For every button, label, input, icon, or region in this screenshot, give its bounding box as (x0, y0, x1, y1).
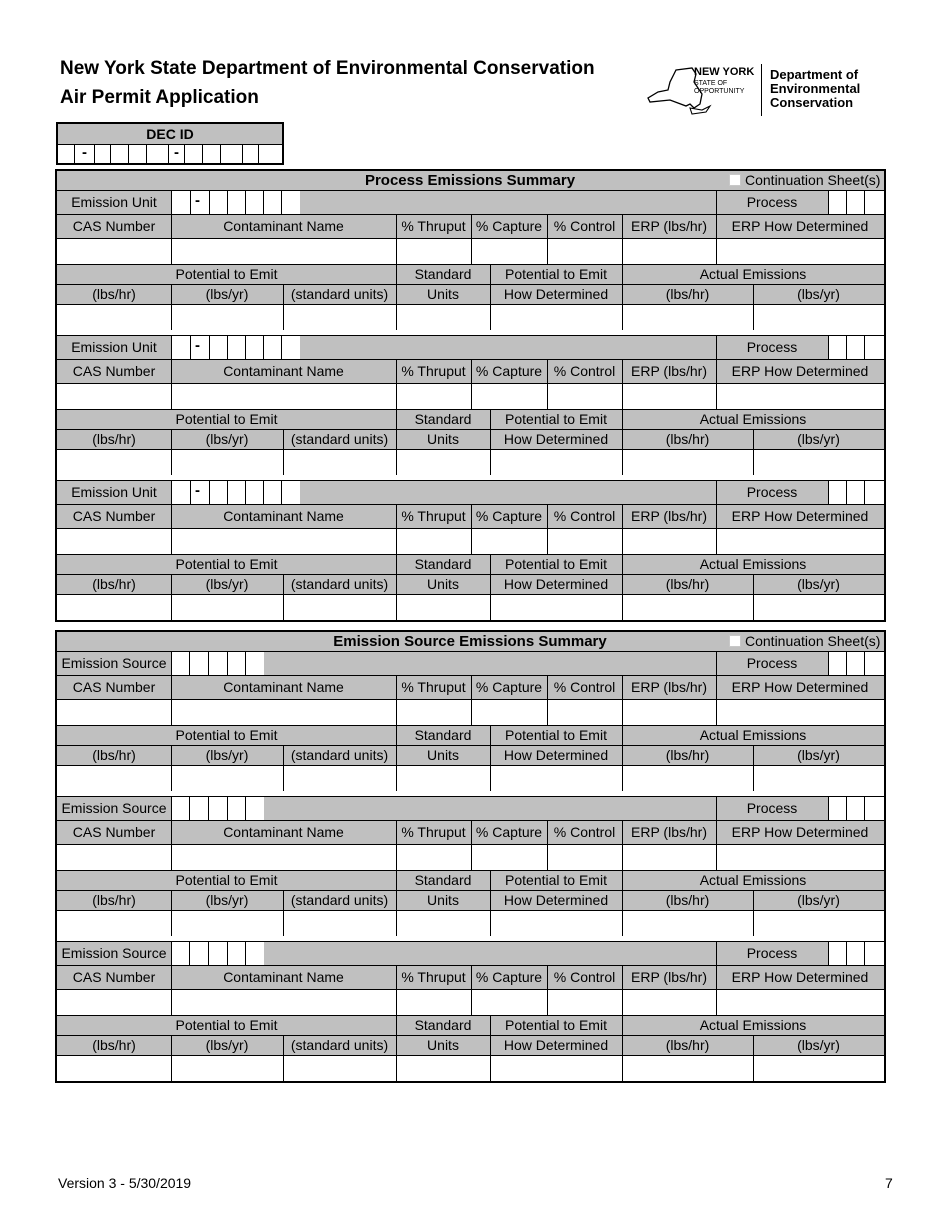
process-char-input[interactable] (846, 190, 864, 214)
pct-capture-input[interactable] (471, 989, 547, 1015)
process-label: Process (716, 190, 828, 214)
potential-to-emit-header: Potential to Emit (57, 870, 396, 890)
pct-thruput-header: % Thruput (396, 675, 471, 699)
cas-number-input[interactable] (57, 844, 171, 870)
erp-lbs-hr-header: ERP (lbs/hr) (622, 675, 716, 699)
emission-unit-char-input[interactable] (209, 190, 227, 214)
actual-lbs-hr-header: (lbs/hr) (622, 284, 753, 304)
actual-lbs-hr-header: (lbs/hr) (622, 890, 753, 910)
emission-unit-label: Emission Unit (57, 190, 171, 214)
pct-capture-input[interactable] (471, 844, 547, 870)
emission-source-char-input[interactable] (208, 651, 227, 675)
emission-source-label: Emission Source (57, 941, 171, 965)
actual-lbs-hr-input[interactable] (622, 594, 753, 620)
process-char-input[interactable] (846, 796, 864, 820)
erp-how-determined-input[interactable] (716, 238, 884, 264)
erp-how-determined-header: ERP How Determined (716, 820, 884, 844)
process-char-input[interactable] (828, 941, 846, 965)
process-char-input[interactable] (864, 651, 884, 675)
pte-how-header-line2: How Determined (490, 284, 622, 304)
emission-unit-label: Emission Unit (57, 335, 171, 359)
dec-id-separator: - (82, 144, 87, 161)
contaminant-name-input[interactable] (171, 238, 396, 264)
actual-emissions-header: Actual Emissions (622, 554, 884, 574)
pte-lbs-yr-header: (lbs/yr) (171, 890, 283, 910)
pte-standard-units-input[interactable] (283, 449, 396, 475)
erp-lbs-hr-input[interactable] (622, 528, 716, 554)
actual-lbs-yr-header: (lbs/yr) (753, 890, 884, 910)
erp-lbs-hr-input[interactable] (622, 383, 716, 409)
emission-source-char-input[interactable] (227, 796, 245, 820)
emission-unit-char-input[interactable] (227, 480, 245, 504)
erp-lbs-hr-header: ERP (lbs/hr) (622, 214, 716, 238)
emission-unit-separator: - (195, 482, 200, 499)
process-label: Process (716, 335, 828, 359)
emission-unit-char-input[interactable] (245, 190, 263, 214)
actual-lbs-yr-input[interactable] (753, 765, 884, 791)
actual-lbs-hr-header: (lbs/hr) (622, 745, 753, 765)
erp-lbs-hr-input[interactable] (622, 699, 716, 725)
emission-source-fill (264, 796, 716, 820)
erp-how-determined-header: ERP How Determined (716, 504, 884, 528)
erp-lbs-hr-header: ERP (lbs/hr) (622, 359, 716, 383)
cas-number-header: CAS Number (57, 820, 171, 844)
process-char-input[interactable] (828, 480, 846, 504)
standard-units-input[interactable] (396, 304, 490, 330)
pte-standard-units-input[interactable] (283, 1055, 396, 1081)
pte-lbs-yr-input[interactable] (171, 594, 283, 620)
potential-to-emit-header: Potential to Emit (57, 264, 396, 284)
pte-how-determined-input[interactable] (490, 1055, 622, 1081)
emission-source-char-input[interactable] (171, 796, 189, 820)
pct-control-header: % Control (547, 820, 622, 844)
emission-source-char-input[interactable] (245, 796, 264, 820)
pct-thruput-header: % Thruput (396, 504, 471, 528)
emission-unit-separator: - (195, 337, 200, 354)
emission-unit-char-input[interactable] (209, 335, 227, 359)
actual-lbs-yr-header: (lbs/yr) (753, 1035, 884, 1055)
dec-id-label: DEC ID (58, 124, 282, 144)
erp-lbs-hr-header: ERP (lbs/hr) (622, 504, 716, 528)
pte-how-header-line1: Potential to Emit (490, 554, 622, 574)
pct-control-input[interactable] (547, 699, 622, 725)
pte-how-header-line1: Potential to Emit (490, 870, 622, 890)
actual-lbs-yr-input[interactable] (753, 1055, 884, 1081)
pte-lbs-yr-header: (lbs/yr) (171, 429, 283, 449)
emission-unit-char-input[interactable] (227, 190, 245, 214)
pct-control-input[interactable] (547, 238, 622, 264)
process-label: Process (716, 796, 828, 820)
emission-unit-fill (300, 190, 716, 214)
pct-capture-header: % Capture (471, 214, 547, 238)
emission-source-char-input[interactable] (245, 651, 264, 675)
standard-units-input[interactable] (396, 449, 490, 475)
cas-number-input[interactable] (57, 989, 171, 1015)
pct-control-header: % Control (547, 359, 622, 383)
pte-standard-units-input[interactable] (283, 765, 396, 791)
erp-how-determined-input[interactable] (716, 844, 884, 870)
pct-thruput-input[interactable] (396, 699, 471, 725)
process-char-input[interactable] (846, 335, 864, 359)
emission-source-char-input[interactable] (189, 941, 208, 965)
pct-thruput-input[interactable] (396, 528, 471, 554)
pte-lbs-hr-header: (lbs/hr) (57, 1035, 171, 1055)
process-label: Process (716, 941, 828, 965)
contaminant-name-header: Contaminant Name (171, 504, 396, 528)
pte-standard-units-header: (standard units) (283, 574, 396, 594)
cas-number-input[interactable] (57, 699, 171, 725)
pte-lbs-hr-input[interactable] (57, 1055, 171, 1081)
pct-control-input[interactable] (547, 528, 622, 554)
pte-standard-units-input[interactable] (283, 910, 396, 936)
actual-emissions-header: Actual Emissions (622, 1015, 884, 1035)
process-char-input[interactable] (828, 651, 846, 675)
page-number: 7 (885, 1175, 893, 1191)
pte-lbs-yr-input[interactable] (171, 765, 283, 791)
emission-source-char-input[interactable] (227, 651, 245, 675)
pct-thruput-header: % Thruput (396, 359, 471, 383)
process-char-input[interactable] (864, 941, 884, 965)
emission-unit-char-input[interactable] (245, 480, 263, 504)
contaminant-name-input[interactable] (171, 844, 396, 870)
emission-source-char-input[interactable] (189, 651, 208, 675)
pte-lbs-yr-input[interactable] (171, 449, 283, 475)
actual-lbs-hr-header: (lbs/hr) (622, 429, 753, 449)
pte-how-header-line2: How Determined (490, 574, 622, 594)
emission-source-fill (264, 651, 716, 675)
emission-source-char-input[interactable] (227, 941, 245, 965)
process-char-input[interactable] (864, 335, 884, 359)
process-char-input[interactable] (864, 796, 884, 820)
pte-how-determined-input[interactable] (490, 304, 622, 330)
potential-to-emit-header: Potential to Emit (57, 409, 396, 429)
actual-lbs-hr-input[interactable] (622, 304, 753, 330)
process-char-input[interactable] (828, 335, 846, 359)
pte-how-header-line2: How Determined (490, 890, 622, 910)
pte-how-header-line2: How Determined (490, 429, 622, 449)
pct-capture-input[interactable] (471, 238, 547, 264)
emission-unit-char-input[interactable] (281, 335, 300, 359)
standard-header: Standard (396, 870, 490, 890)
actual-lbs-yr-header: (lbs/yr) (753, 429, 884, 449)
pct-thruput-header: % Thruput (396, 965, 471, 989)
contaminant-name-input[interactable] (171, 989, 396, 1015)
actual-lbs-yr-input[interactable] (753, 910, 884, 936)
pte-lbs-yr-header: (lbs/yr) (171, 284, 283, 304)
emission-unit-char-input[interactable] (171, 335, 190, 359)
potential-to-emit-header: Potential to Emit (57, 725, 396, 745)
process-char-input[interactable] (828, 190, 846, 214)
pct-capture-header: % Capture (471, 820, 547, 844)
contaminant-name-input[interactable] (171, 383, 396, 409)
page-subtitle: Air Permit Application (60, 87, 259, 108)
logo-opportunity: OPPORTUNITY (694, 88, 745, 95)
pte-standard-units-header: (standard units) (283, 284, 396, 304)
process-char-input[interactable] (864, 190, 884, 214)
pct-thruput-input[interactable] (396, 844, 471, 870)
logo-dept-name: Department of Environmental Conservation (770, 67, 861, 110)
contaminant-name-header: Contaminant Name (171, 359, 396, 383)
emission-unit-char-input[interactable] (171, 480, 190, 504)
standard-units-header: Units (396, 890, 490, 910)
emission-source-char-input[interactable] (208, 796, 227, 820)
emission-unit-char-input[interactable] (245, 335, 263, 359)
pte-lbs-yr-input[interactable] (171, 910, 283, 936)
erp-how-determined-input[interactable] (716, 528, 884, 554)
pte-how-determined-input[interactable] (490, 449, 622, 475)
standard-header: Standard (396, 1015, 490, 1035)
actual-lbs-yr-input[interactable] (753, 304, 884, 330)
standard-units-header: Units (396, 745, 490, 765)
emission-unit-char-input[interactable] (171, 190, 190, 214)
emission-unit-char-input[interactable] (263, 190, 281, 214)
contaminant-name-header: Contaminant Name (171, 965, 396, 989)
pct-control-header: % Control (547, 214, 622, 238)
standard-units-input[interactable] (396, 765, 490, 791)
pct-thruput-header: % Thruput (396, 214, 471, 238)
actual-lbs-hr-input[interactable] (622, 1055, 753, 1081)
continuation-checkbox[interactable] (729, 635, 741, 647)
pct-control-header: % Control (547, 504, 622, 528)
pct-thruput-input[interactable] (396, 238, 471, 264)
contaminant-name-header: Contaminant Name (171, 214, 396, 238)
actual-lbs-yr-input[interactable] (753, 594, 884, 620)
pte-lbs-hr-input[interactable] (57, 765, 171, 791)
pct-capture-input[interactable] (471, 383, 547, 409)
emission-source-fill (264, 941, 716, 965)
contaminant-name-input[interactable] (171, 699, 396, 725)
actual-lbs-yr-header: (lbs/yr) (753, 745, 884, 765)
pte-lbs-hr-header: (lbs/hr) (57, 745, 171, 765)
standard-units-header: Units (396, 1035, 490, 1055)
emission-unit-char-input[interactable] (263, 335, 281, 359)
process-char-input[interactable] (828, 796, 846, 820)
continuation-checkbox[interactable] (729, 174, 741, 186)
cas-number-header: CAS Number (57, 504, 171, 528)
pte-how-header-line1: Potential to Emit (490, 409, 622, 429)
version-label: Version 3 - 5/30/2019 (58, 1175, 192, 1191)
actual-lbs-hr-input[interactable] (622, 765, 753, 791)
pte-lbs-hr-header: (lbs/hr) (57, 284, 171, 304)
pte-standard-units-input[interactable] (283, 594, 396, 620)
process-summary-title: Process Emissions Summary (364, 171, 576, 189)
process-char-input[interactable] (846, 651, 864, 675)
erp-lbs-hr-header: ERP (lbs/hr) (622, 820, 716, 844)
erp-lbs-hr-input[interactable] (622, 989, 716, 1015)
pte-lbs-yr-header: (lbs/yr) (171, 574, 283, 594)
pct-capture-header: % Capture (471, 504, 547, 528)
pte-how-header-line1: Potential to Emit (490, 725, 622, 745)
actual-lbs-hr-input[interactable] (622, 910, 753, 936)
actual-emissions-header: Actual Emissions (622, 264, 884, 284)
emission-source-char-input[interactable] (189, 796, 208, 820)
pte-lbs-yr-input[interactable] (171, 304, 283, 330)
pct-thruput-header: % Thruput (396, 820, 471, 844)
cas-number-input[interactable] (57, 383, 171, 409)
standard-units-input[interactable] (396, 594, 490, 620)
emission-unit-char-input[interactable] (227, 335, 245, 359)
pct-control-input[interactable] (547, 989, 622, 1015)
potential-to-emit-header: Potential to Emit (57, 1015, 396, 1035)
pct-control-input[interactable] (547, 383, 622, 409)
logo-state-of: STATE OF (694, 80, 728, 87)
pte-lbs-hr-input[interactable] (57, 594, 171, 620)
erp-how-determined-header: ERP How Determined (716, 214, 884, 238)
emission-unit-char-input[interactable] (209, 480, 227, 504)
standard-units-header: Units (396, 574, 490, 594)
pct-capture-header: % Capture (471, 359, 547, 383)
logo-state-name: NEW YORK (694, 66, 755, 78)
pte-standard-units-header: (standard units) (283, 890, 396, 910)
actual-lbs-yr-header: (lbs/yr) (753, 284, 884, 304)
emission-unit-char-input[interactable] (281, 480, 300, 504)
cas-number-input[interactable] (57, 528, 171, 554)
pct-control-header: % Control (547, 965, 622, 989)
pct-thruput-input[interactable] (396, 989, 471, 1015)
emission-source-char-input[interactable] (171, 651, 189, 675)
standard-header: Standard (396, 409, 490, 429)
emission-source-char-input[interactable] (245, 941, 264, 965)
cas-number-header: CAS Number (57, 675, 171, 699)
process-char-input[interactable] (846, 480, 864, 504)
erp-how-determined-header: ERP How Determined (716, 675, 884, 699)
standard-units-header: Units (396, 284, 490, 304)
pte-standard-units-header: (standard units) (283, 1035, 396, 1055)
pte-standard-units-input[interactable] (283, 304, 396, 330)
pct-capture-header: % Capture (471, 965, 547, 989)
pte-lbs-yr-input[interactable] (171, 1055, 283, 1081)
emission-unit-fill (300, 480, 716, 504)
pct-control-input[interactable] (547, 844, 622, 870)
pct-thruput-input[interactable] (396, 383, 471, 409)
page-title: New York State Department of Environmental Conservation (60, 58, 595, 79)
pte-lbs-hr-input[interactable] (57, 304, 171, 330)
pte-lbs-hr-input[interactable] (57, 910, 171, 936)
standard-units-input[interactable] (396, 1055, 490, 1081)
continuation-label: Continuation Sheet(s) (745, 633, 881, 649)
pte-lbs-yr-header: (lbs/yr) (171, 745, 283, 765)
pct-capture-header: % Capture (471, 675, 547, 699)
standard-units-input[interactable] (396, 910, 490, 936)
contaminant-name-header: Contaminant Name (171, 675, 396, 699)
emission-source-char-input[interactable] (208, 941, 227, 965)
actual-emissions-header: Actual Emissions (622, 870, 884, 890)
contaminant-name-input[interactable] (171, 528, 396, 554)
pte-how-determined-input[interactable] (490, 910, 622, 936)
emission-unit-char-input[interactable] (281, 190, 300, 214)
pct-capture-input[interactable] (471, 699, 547, 725)
erp-lbs-hr-input[interactable] (622, 844, 716, 870)
pte-how-header-line1: Potential to Emit (490, 1015, 622, 1035)
emission-unit-char-input[interactable] (263, 480, 281, 504)
pte-how-header-line2: How Determined (490, 1035, 622, 1055)
process-char-input[interactable] (846, 941, 864, 965)
cas-number-header: CAS Number (57, 965, 171, 989)
process-label: Process (716, 651, 828, 675)
pte-how-determined-input[interactable] (490, 765, 622, 791)
pte-lbs-hr-header: (lbs/hr) (57, 574, 171, 594)
actual-lbs-yr-header: (lbs/yr) (753, 574, 884, 594)
pte-lbs-yr-header: (lbs/yr) (171, 1035, 283, 1055)
pte-lbs-hr-header: (lbs/hr) (57, 429, 171, 449)
dec-id-separator: - (174, 144, 179, 161)
process-label: Process (716, 480, 828, 504)
actual-lbs-hr-input[interactable] (622, 449, 753, 475)
pte-lbs-hr-header: (lbs/hr) (57, 890, 171, 910)
emission-unit-fill (300, 335, 716, 359)
pte-lbs-hr-input[interactable] (57, 449, 171, 475)
standard-header: Standard (396, 264, 490, 284)
erp-how-determined-input[interactable] (716, 383, 884, 409)
cas-number-header: CAS Number (57, 359, 171, 383)
pte-how-header-line1: Potential to Emit (490, 264, 622, 284)
pte-standard-units-header: (standard units) (283, 429, 396, 449)
erp-lbs-hr-input[interactable] (622, 238, 716, 264)
actual-emissions-header: Actual Emissions (622, 409, 884, 429)
actual-lbs-hr-header: (lbs/hr) (622, 574, 753, 594)
actual-lbs-hr-header: (lbs/hr) (622, 1035, 753, 1055)
cas-number-header: CAS Number (57, 214, 171, 238)
pte-how-header-line2: How Determined (490, 745, 622, 765)
standard-header: Standard (396, 554, 490, 574)
pct-capture-input[interactable] (471, 528, 547, 554)
emission-source-label: Emission Source (57, 796, 171, 820)
emission-unit-label: Emission Unit (57, 480, 171, 504)
standard-header: Standard (396, 725, 490, 745)
pct-control-header: % Control (547, 675, 622, 699)
standard-units-header: Units (396, 429, 490, 449)
erp-how-determined-header: ERP How Determined (716, 359, 884, 383)
emission-source-label: Emission Source (57, 651, 171, 675)
erp-how-determined-input[interactable] (716, 699, 884, 725)
continuation-label: Continuation Sheet(s) (745, 172, 881, 188)
erp-how-determined-input[interactable] (716, 989, 884, 1015)
erp-lbs-hr-header: ERP (lbs/hr) (622, 965, 716, 989)
pte-standard-units-header: (standard units) (283, 745, 396, 765)
cas-number-input[interactable] (57, 238, 171, 264)
erp-how-determined-header: ERP How Determined (716, 965, 884, 989)
pte-how-determined-input[interactable] (490, 594, 622, 620)
emission-source-char-input[interactable] (171, 941, 189, 965)
emission-unit-separator: - (195, 192, 200, 209)
contaminant-name-header: Contaminant Name (171, 820, 396, 844)
actual-lbs-yr-input[interactable] (753, 449, 884, 475)
process-char-input[interactable] (864, 480, 884, 504)
potential-to-emit-header: Potential to Emit (57, 554, 396, 574)
actual-emissions-header: Actual Emissions (622, 725, 884, 745)
source-summary-title: Emission Source Emissions Summary (333, 632, 607, 650)
